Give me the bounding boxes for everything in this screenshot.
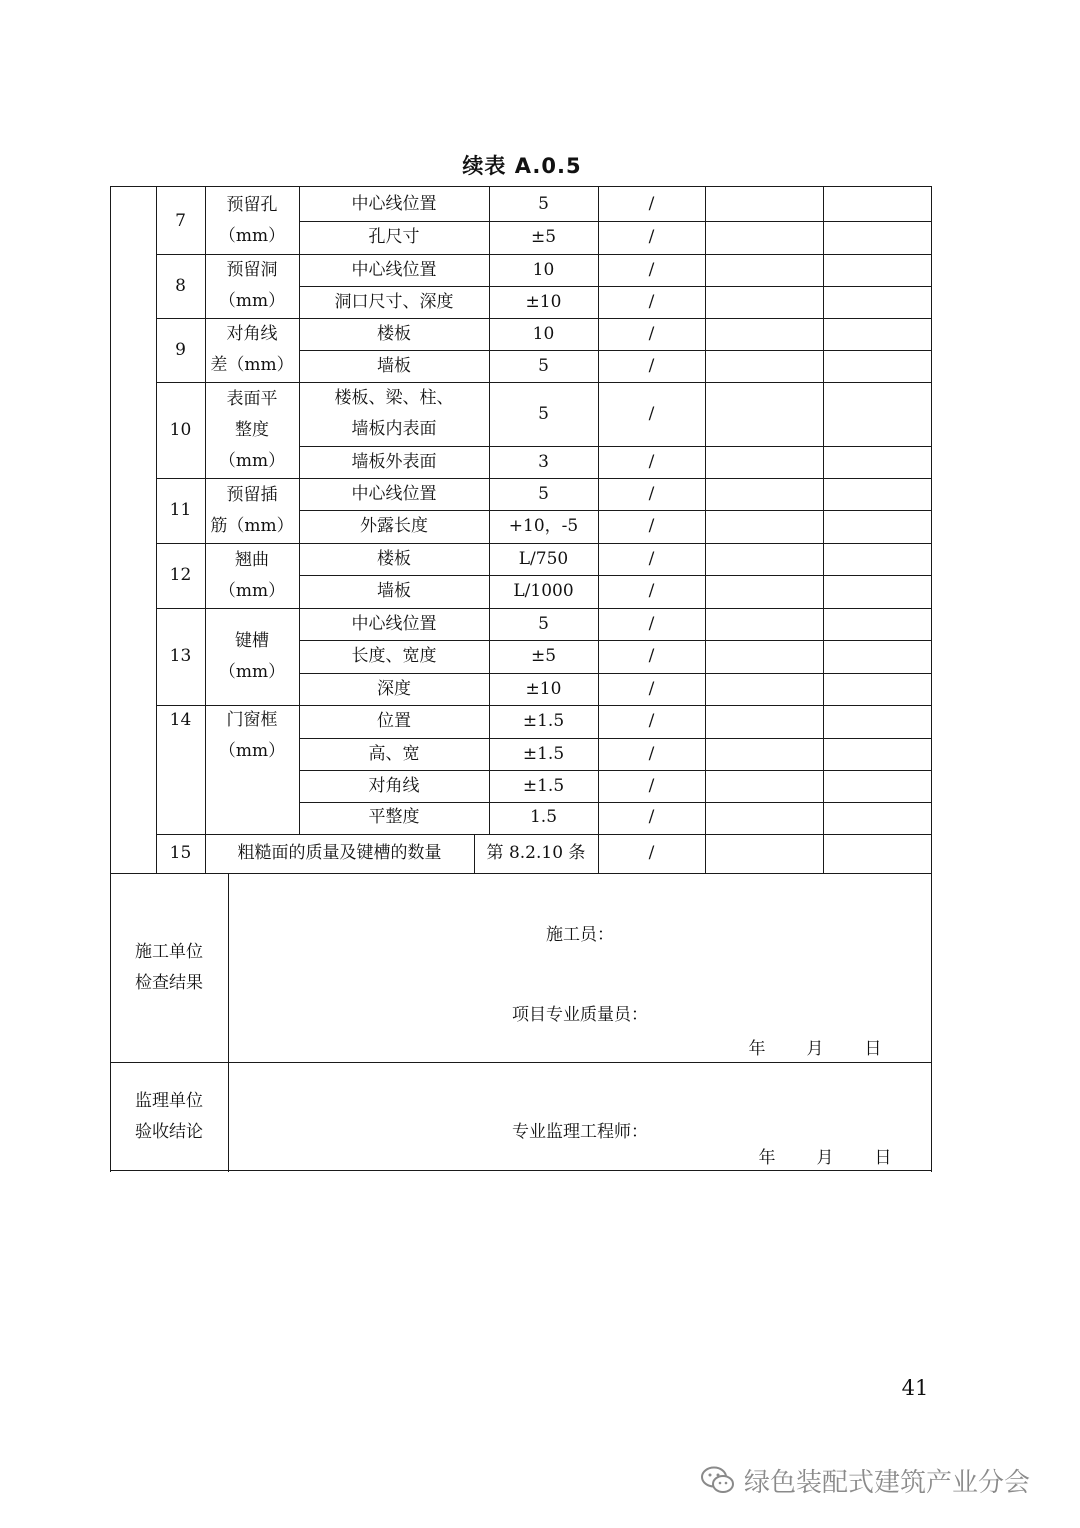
result-slash: [598, 510, 705, 543]
check-item-text: 长度、宽度: [351, 646, 437, 666]
date-year: [742, 1034, 772, 1064]
engineer-signature: [440, 1115, 720, 1149]
table-rule: [228, 873, 229, 1172]
allowed-deviation: [489, 188, 598, 221]
check-item-text: 洞口尺寸、深度: [334, 291, 454, 312]
result-slash: [598, 543, 705, 575]
item-number: [156, 543, 205, 608]
item-name: [205, 382, 299, 478]
check-item: [299, 608, 489, 640]
result-slash-text: /: [648, 775, 655, 796]
quality-officer-signature: [440, 998, 720, 1032]
table-rule: [156, 254, 932, 255]
allowed-deviation-text: 5: [538, 483, 549, 504]
allowed-deviation: [489, 254, 598, 286]
allowed-deviation-text: 3: [538, 451, 549, 472]
result-slash: [598, 834, 705, 873]
item-name-text: 键槽: [235, 630, 269, 651]
item-number: [156, 834, 205, 873]
result-slash: [598, 770, 705, 802]
check-item-text: 中心线位置: [351, 259, 437, 280]
check-item-text: 楼板: [377, 323, 411, 344]
item-name: [205, 254, 299, 318]
allowed-deviation: [489, 575, 598, 608]
allowed-deviation: [474, 834, 598, 873]
allowed-deviation-text: ±1.5: [522, 743, 565, 764]
result-slash-text: /: [648, 613, 655, 634]
allowed-deviation: [489, 510, 598, 543]
allowed-deviation: [489, 673, 598, 705]
result-slash-text: /: [648, 483, 655, 504]
result-slash-text: /: [648, 581, 655, 601]
quality-officer-signature-text: 项目专业质量员：: [512, 1004, 648, 1025]
table-rule: [299, 640, 932, 641]
item-name-text: 预留插: [226, 484, 278, 505]
item-number-text: 11: [169, 500, 192, 520]
construction-label: [110, 873, 228, 1062]
table-rule: [156, 543, 932, 544]
result-slash-text: /: [648, 227, 655, 247]
item-name-text: 翘曲: [235, 549, 269, 570]
item-name-text: 门窗框: [226, 710, 278, 730]
table-rule: [474, 834, 475, 874]
allowed-deviation-text: 10: [532, 259, 555, 280]
item-name-text: 粗糙面的质量及键槽的数量: [237, 843, 442, 863]
date-day: [858, 1034, 888, 1064]
supervision-label: [110, 1062, 228, 1171]
result-slash-text: /: [648, 259, 655, 280]
allowed-deviation: [489, 640, 598, 673]
item-number-text: 8: [175, 275, 186, 296]
date-day-text: 日: [864, 1038, 882, 1059]
table-rule: [489, 186, 490, 835]
item-name: [205, 188, 299, 254]
table-rule: [110, 1170, 932, 1171]
check-item-text: 平整度: [368, 807, 420, 827]
allowed-deviation-text: 5: [538, 403, 549, 424]
item-name: [205, 543, 299, 608]
allowed-deviation: [489, 446, 598, 478]
check-item-text: 楼板、梁、柱、: [334, 388, 454, 408]
allowed-deviation: [489, 382, 598, 446]
check-item-text: 墙板内表面: [351, 419, 437, 439]
check-item: [299, 673, 489, 705]
table-rule: [299, 802, 932, 803]
date-month: [810, 1143, 840, 1173]
allowed-deviation-text: 第 8.2.10 条: [486, 843, 586, 863]
date-year-text: 年: [748, 1038, 766, 1059]
item-number: [156, 254, 205, 318]
construction-label-text: 检查结果: [135, 972, 203, 993]
allowed-deviation-text: ±10: [525, 291, 562, 312]
check-item: [299, 446, 489, 478]
result-slash: [598, 318, 705, 350]
table-rule: [156, 478, 932, 479]
result-slash: [598, 575, 705, 608]
date-day: [868, 1143, 898, 1173]
check-item: [299, 318, 489, 350]
result-slash-text: /: [648, 291, 655, 312]
item-name: [205, 478, 299, 543]
supervision-label-text: 监理单位: [135, 1090, 203, 1111]
date-year: [752, 1143, 782, 1173]
check-item-text: 中心线位置: [351, 613, 437, 634]
result-slash-text: /: [648, 711, 655, 731]
check-item-text: 外露长度: [360, 516, 428, 536]
check-item: [299, 510, 489, 543]
table-rule: [156, 705, 932, 706]
item-name: [205, 834, 474, 873]
allowed-deviation: [489, 705, 598, 738]
result-slash: [598, 350, 705, 382]
table-rule: [110, 873, 932, 874]
table-rule: [156, 608, 932, 609]
item-number-text: 7: [175, 210, 186, 231]
date-month-text: 月: [816, 1147, 834, 1168]
result-slash-text: /: [648, 403, 655, 424]
allowed-deviation-text: L/1000: [513, 581, 574, 601]
check-item-text: 墙板: [377, 355, 411, 376]
check-item-text: 墙板外表面: [351, 451, 437, 472]
result-slash: [598, 286, 705, 318]
result-slash: [598, 608, 705, 640]
item-name: [205, 318, 299, 382]
check-item: [299, 350, 489, 382]
check-item: [299, 382, 489, 446]
result-slash-text: /: [648, 355, 655, 376]
allowed-deviation-text: L/750: [518, 548, 569, 569]
item-name-text: （mm）: [218, 291, 286, 311]
date-day-text: 日: [874, 1147, 892, 1168]
result-slash: [598, 478, 705, 510]
check-item-text: 位置: [377, 711, 411, 731]
result-slash: [598, 738, 705, 770]
result-slash-text: /: [648, 646, 655, 666]
allowed-deviation: [489, 478, 598, 510]
item-name-text: 对角线: [226, 324, 278, 344]
check-item: [299, 286, 489, 318]
allowed-deviation: [489, 770, 598, 802]
item-name-text: 表面平: [226, 388, 278, 409]
allowed-deviation: [489, 221, 598, 254]
check-item: [299, 478, 489, 510]
table-rule: [110, 186, 932, 187]
table-rule: [299, 186, 300, 835]
date-month: [800, 1034, 830, 1064]
constructor-signature-text: 施工员：: [546, 924, 614, 945]
item-name: [205, 705, 299, 767]
table-rule: [156, 318, 932, 319]
allowed-deviation-text: 5: [538, 613, 549, 634]
result-slash: [598, 446, 705, 478]
table-rule: [205, 186, 206, 874]
allowed-deviation-text: 1.5: [529, 807, 558, 827]
item-name-text: （mm）: [218, 226, 286, 246]
allowed-deviation-text: 5: [538, 194, 549, 214]
result-slash: [598, 221, 705, 254]
item-name-text: （mm）: [218, 741, 286, 761]
table-rule: [931, 186, 932, 1172]
table-title: 续表 A.0.5: [462, 154, 582, 178]
allowed-deviation: [489, 350, 598, 382]
date-month-text: 月: [806, 1038, 824, 1059]
check-item: [299, 575, 489, 608]
item-number: [156, 382, 205, 478]
watermark-text: 绿色装配式建筑产业分会: [744, 1467, 1031, 1498]
table-rule: [823, 186, 824, 874]
check-item: [299, 770, 489, 802]
allowed-deviation: [489, 608, 598, 640]
result-slash-text: /: [648, 516, 655, 536]
constructor-signature: [480, 918, 680, 952]
watermark: [700, 1460, 1030, 1500]
item-number-text: 14: [169, 710, 192, 730]
result-slash-text: /: [648, 194, 655, 214]
item-name-text: 筋（mm）: [210, 515, 294, 536]
wechat-icon: [700, 1465, 736, 1495]
allowed-deviation-text: ±5: [530, 646, 557, 666]
check-item: [299, 705, 489, 738]
result-slash-text: /: [648, 451, 655, 472]
allowed-deviation: [489, 738, 598, 770]
check-item-text: 墙板: [377, 581, 411, 601]
result-slash: [598, 382, 705, 446]
table-rule: [110, 1062, 932, 1063]
result-slash: [598, 802, 705, 833]
item-number-text: 13: [169, 646, 192, 666]
check-item-text: 楼板: [377, 548, 411, 569]
allowed-deviation: [489, 802, 598, 833]
check-item-text: 中心线位置: [351, 483, 437, 504]
result-slash: [598, 188, 705, 221]
item-number-text: 12: [169, 565, 192, 585]
table-rule: [299, 738, 932, 739]
result-slash-text: /: [648, 548, 655, 569]
supervision-label-text: 验收结论: [135, 1121, 203, 1142]
item-name-text: 整度: [235, 419, 269, 440]
check-item: [299, 640, 489, 673]
table-rule: [299, 350, 932, 351]
allowed-deviation: [489, 543, 598, 575]
table-rule: [299, 673, 932, 674]
item-number: [156, 608, 205, 705]
item-number: [156, 705, 205, 736]
check-item-text: 对角线: [368, 775, 420, 796]
table-rule: [156, 382, 932, 383]
table-rule: [299, 575, 932, 576]
item-number: [156, 318, 205, 382]
result-slash-text: /: [648, 323, 655, 344]
check-item: [299, 738, 489, 770]
page-number: 41: [901, 1376, 929, 1400]
result-slash-text: /: [648, 843, 655, 863]
allowed-deviation-text: ±1.5: [522, 775, 565, 796]
check-item: [299, 221, 489, 254]
date-year-text: 年: [758, 1147, 776, 1168]
check-item-text: 孔尺寸: [368, 227, 420, 247]
allowed-deviation: [489, 286, 598, 318]
item-number: [156, 188, 205, 254]
check-item: [299, 254, 489, 286]
table-rule: [299, 221, 932, 222]
allowed-deviation-text: ±5: [530, 227, 557, 247]
check-item: [299, 188, 489, 221]
item-number-text: 10: [169, 419, 192, 440]
item-name-text: 预留洞: [226, 260, 278, 280]
item-name: [205, 608, 299, 705]
allowed-deviation-text: ±1.5: [522, 711, 565, 731]
check-item-text: 高、宽: [368, 743, 420, 764]
allowed-deviation-text: +10，-5: [508, 516, 579, 536]
table-rule: [598, 186, 599, 874]
table-rule: [299, 446, 932, 447]
item-name-text: 差（mm）: [210, 355, 294, 375]
allowed-deviation-text: ±10: [525, 678, 562, 699]
item-name-text: 预留孔: [226, 195, 278, 215]
item-number: [156, 478, 205, 543]
table-rule: [705, 186, 706, 874]
table-rule: [299, 770, 932, 771]
check-item: [299, 802, 489, 833]
construction-label-text: 施工单位: [135, 941, 203, 962]
table-rule: [156, 186, 157, 874]
result-slash: [598, 705, 705, 738]
table-rule: [299, 286, 932, 287]
allowed-deviation-text: 10: [532, 323, 555, 344]
item-name-text: （mm）: [218, 580, 286, 601]
result-slash-text: /: [648, 678, 655, 699]
allowed-deviation: [489, 318, 598, 350]
item-name-text: （mm）: [218, 450, 286, 471]
check-item: [299, 543, 489, 575]
result-slash: [598, 673, 705, 705]
check-item-text: 深度: [377, 678, 411, 699]
table-rule: [299, 510, 932, 511]
allowed-deviation-text: 5: [538, 355, 549, 376]
item-name-text: （mm）: [218, 661, 286, 682]
result-slash-text: /: [648, 743, 655, 764]
item-number-text: 9: [175, 339, 186, 360]
result-slash: [598, 254, 705, 286]
check-item-text: 中心线位置: [351, 194, 437, 214]
engineer-signature-text: 专业监理工程师：: [512, 1121, 648, 1142]
result-slash: [598, 640, 705, 673]
item-number-text: 15: [169, 843, 192, 863]
result-slash-text: /: [648, 807, 655, 827]
